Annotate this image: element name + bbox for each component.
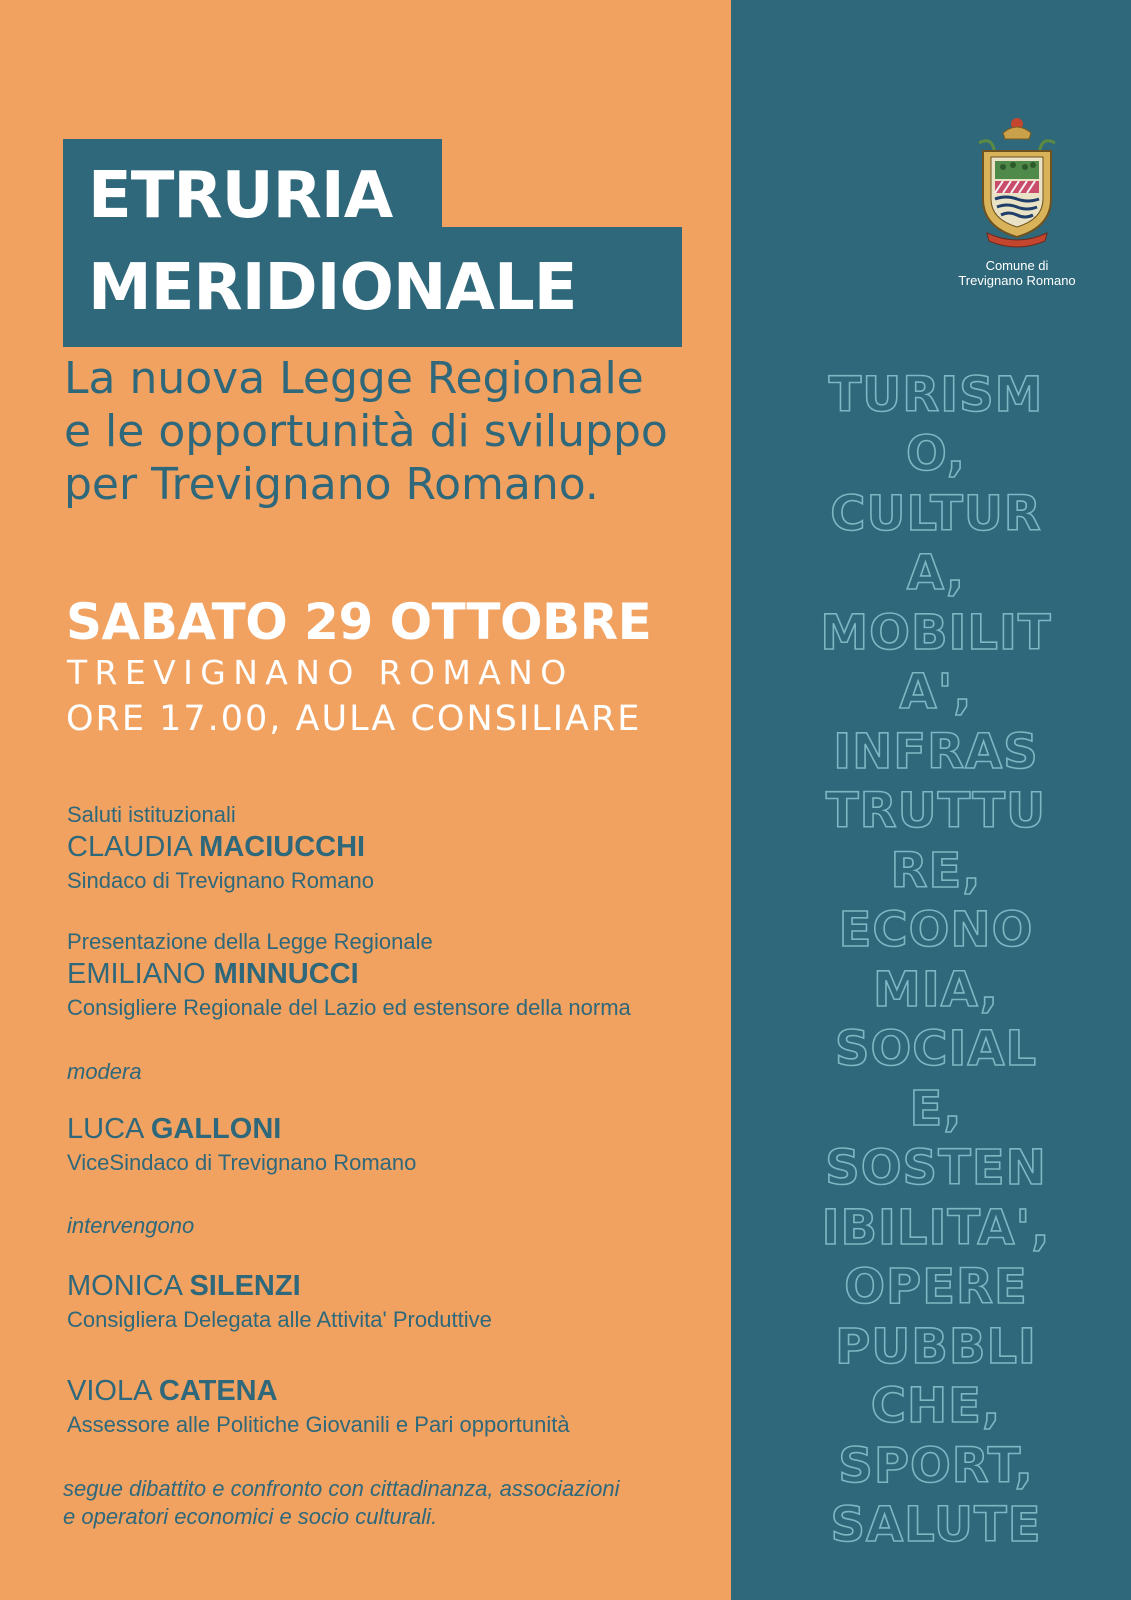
speaker-name-minnucci	[67, 956, 359, 992]
speaker-last-name: SILENZI	[189, 1270, 301, 1302]
topic-line: IBILITA',	[821, 1200, 1051, 1256]
topic-line: TRUTTU	[825, 783, 1047, 839]
topic-line: MOBILIT	[820, 605, 1052, 661]
subtitle-line-2: e le opportunità di sviluppo	[64, 406, 668, 457]
topic-line: A',	[899, 664, 973, 720]
speaker-first-name: MONICA	[67, 1270, 182, 1302]
event-time: ORE 17.00, AULA CONSILIARE	[66, 699, 642, 739]
speaker-last-name: CATENA	[158, 1375, 278, 1407]
speaker-last-name: MINNUCCI	[213, 958, 359, 990]
speaker-first-name: LUCA	[67, 1113, 143, 1145]
speaker-name-galloni	[67, 1111, 281, 1147]
logo-caption-line-1: Comune di	[985, 258, 1049, 273]
speaker-first-name: CLAUDIA	[67, 831, 192, 863]
section-label-moderator: modera	[67, 1059, 142, 1084]
topic-line: ECONO	[838, 902, 1034, 958]
topic-line: INFRAS	[833, 724, 1039, 780]
topic-line: SOSTEN	[825, 1140, 1047, 1196]
section-label-speakers: intervengono	[67, 1213, 195, 1238]
logo-caption	[940, 258, 1094, 288]
speaker-role-minnucci: Consigliere Regionale del Lazio ed estensore della norma	[67, 995, 631, 1020]
speaker-role-maciucchi: Sindaco di Trevignano Romano	[67, 868, 374, 893]
subtitle-line-3: per Trevignano Romano.	[64, 459, 599, 510]
speaker-role-silenzi: Consigliera Delegata alle Attivita' Produttive	[67, 1307, 492, 1332]
speaker-role-catena: Assessore alle Politiche Giovanili e Pari opportunità	[67, 1412, 570, 1437]
topic-line: TURISM	[828, 367, 1044, 423]
event-subtitle	[64, 352, 724, 511]
subtitle-line-1: La nuova Legge Regionale	[64, 353, 644, 404]
topic-line: CULTUR	[830, 486, 1042, 542]
topic-line: OPERE	[844, 1259, 1028, 1315]
topic-line: CHE,	[870, 1378, 1002, 1434]
footer-note-line-1: segue dibattito e confronto con cittadinanza, associazioni	[63, 1476, 620, 1501]
title-line-2: MERIDIONALE	[88, 251, 577, 325]
speaker-first-name: VIOLA	[67, 1375, 151, 1407]
topic-line: A,	[906, 545, 966, 601]
coat-of-arms-logo	[973, 115, 1061, 255]
event-title	[88, 150, 576, 334]
speaker-role-galloni: ViceSindaco di Trevignano Romano	[67, 1150, 417, 1175]
speaker-name-silenzi	[67, 1268, 301, 1304]
speaker-name-maciucchi	[67, 829, 365, 865]
speaker-first-name: EMILIANO	[67, 958, 206, 990]
topic-line: E,	[909, 1081, 963, 1137]
topics-outline-text	[776, 362, 1096, 1552]
topic-line: SPORT,	[838, 1438, 1034, 1494]
logo-caption-line-2: Trevignano Romano	[958, 273, 1076, 288]
title-line-1: ETRURIA	[88, 159, 393, 233]
topics-svg	[776, 362, 1096, 1552]
topic-line: O,	[906, 426, 966, 482]
section-label-greetings: Saluti istituzionali	[67, 802, 236, 827]
event-place: TREVIGNANO ROMANO	[67, 653, 574, 692]
speaker-last-name: MACIUCCHI	[199, 831, 366, 863]
speaker-last-name: GALLONI	[150, 1113, 282, 1145]
topic-line: SOCIAL	[834, 1021, 1038, 1077]
footer-note-line-2: e operatori economici e socio culturali.	[63, 1504, 438, 1529]
topic-line: PUBBLI	[835, 1319, 1037, 1375]
topic-line: MIA,	[873, 962, 999, 1018]
event-date: SABATO 29 OTTOBRE	[66, 593, 652, 651]
section-label-presentation: Presentazione della Legge Regionale	[67, 929, 433, 954]
speaker-name-catena	[67, 1373, 278, 1409]
topic-line: RE,	[890, 843, 982, 899]
topic-line: SALUTE	[830, 1497, 1042, 1552]
